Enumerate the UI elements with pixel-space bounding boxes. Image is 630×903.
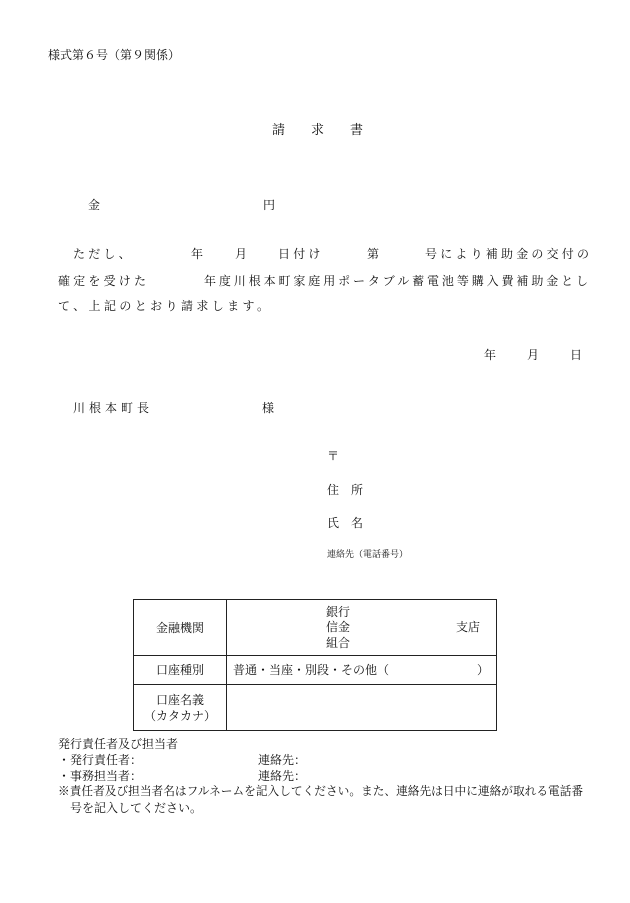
- form-number: 様式第６号（第９関係）: [48, 48, 181, 62]
- issuer-contact-label: 連絡先：: [258, 753, 307, 767]
- institution-label-cell: [134, 600, 227, 656]
- institution-value-cell: [227, 600, 497, 656]
- account-type-value-cell: [227, 656, 497, 685]
- body-subsidy-name: 年度川根本町家庭用ポータブル蓄電池等購入費補助金とし: [204, 274, 591, 288]
- issuer-label: ・発行責任者：: [58, 753, 143, 767]
- account-type-label: 口座種別: [155, 663, 204, 677]
- date-year: 年: [484, 348, 497, 362]
- account-name-kana-label: （カタカナ）: [143, 708, 216, 723]
- name-label: 氏 名: [327, 516, 364, 530]
- body-year: 年: [191, 247, 204, 261]
- institution-type-kumiai: 組合: [326, 636, 351, 650]
- account-type-options: 普通・当座・別段・その他（: [233, 663, 390, 677]
- contact-label: 連絡先（電話番号）: [327, 550, 409, 560]
- bank-account-table: [133, 599, 497, 731]
- page-title: 請 求 書: [272, 123, 364, 138]
- body-dai: 第: [367, 247, 380, 261]
- account-type-close: ）: [477, 663, 490, 677]
- postal-mark: 〒: [327, 449, 340, 463]
- body-rest-line1: 号により補助金の交付の: [425, 247, 593, 261]
- institution-label: 金融機関: [155, 620, 204, 635]
- body-line3: て、上記のとおり請求します。: [58, 299, 273, 313]
- account-name-value-cell: [227, 685, 497, 731]
- addressee-honorific: 様: [262, 401, 275, 415]
- branch-label: 支店: [456, 620, 481, 634]
- account-name-label-cell: [134, 685, 227, 731]
- date-month: 月: [527, 348, 540, 362]
- institution-type-bank: 銀行: [326, 605, 351, 619]
- body-dated: 日付け: [278, 247, 324, 261]
- account-name-label: 口座名義: [155, 692, 204, 707]
- amount-unit: 円: [263, 198, 276, 212]
- staff-contact-label: 連絡先：: [258, 769, 307, 783]
- addressee-name: 川根本町長: [73, 401, 154, 415]
- amount-label: 金: [88, 198, 101, 212]
- body-month: 月: [235, 247, 248, 261]
- address-label: 住 所: [327, 483, 364, 497]
- note-line-2: 号を記入してください。: [70, 801, 203, 815]
- body-kakutei: 確定を受けた: [58, 274, 150, 288]
- date-day: 日: [570, 348, 583, 362]
- note-line-1: ※責任者及び担当者名はフルネームを記入してください。また、連絡先は日中に連絡が取れる電話番: [58, 784, 584, 798]
- staff-label: ・事務担当者：: [58, 769, 143, 783]
- account-type-label-cell: [134, 656, 227, 685]
- institution-type-shinkin: 信金: [326, 620, 351, 634]
- responsibility-heading: 発行責任者及び担当者: [58, 737, 179, 751]
- body-tadashi: ただし、: [73, 247, 134, 261]
